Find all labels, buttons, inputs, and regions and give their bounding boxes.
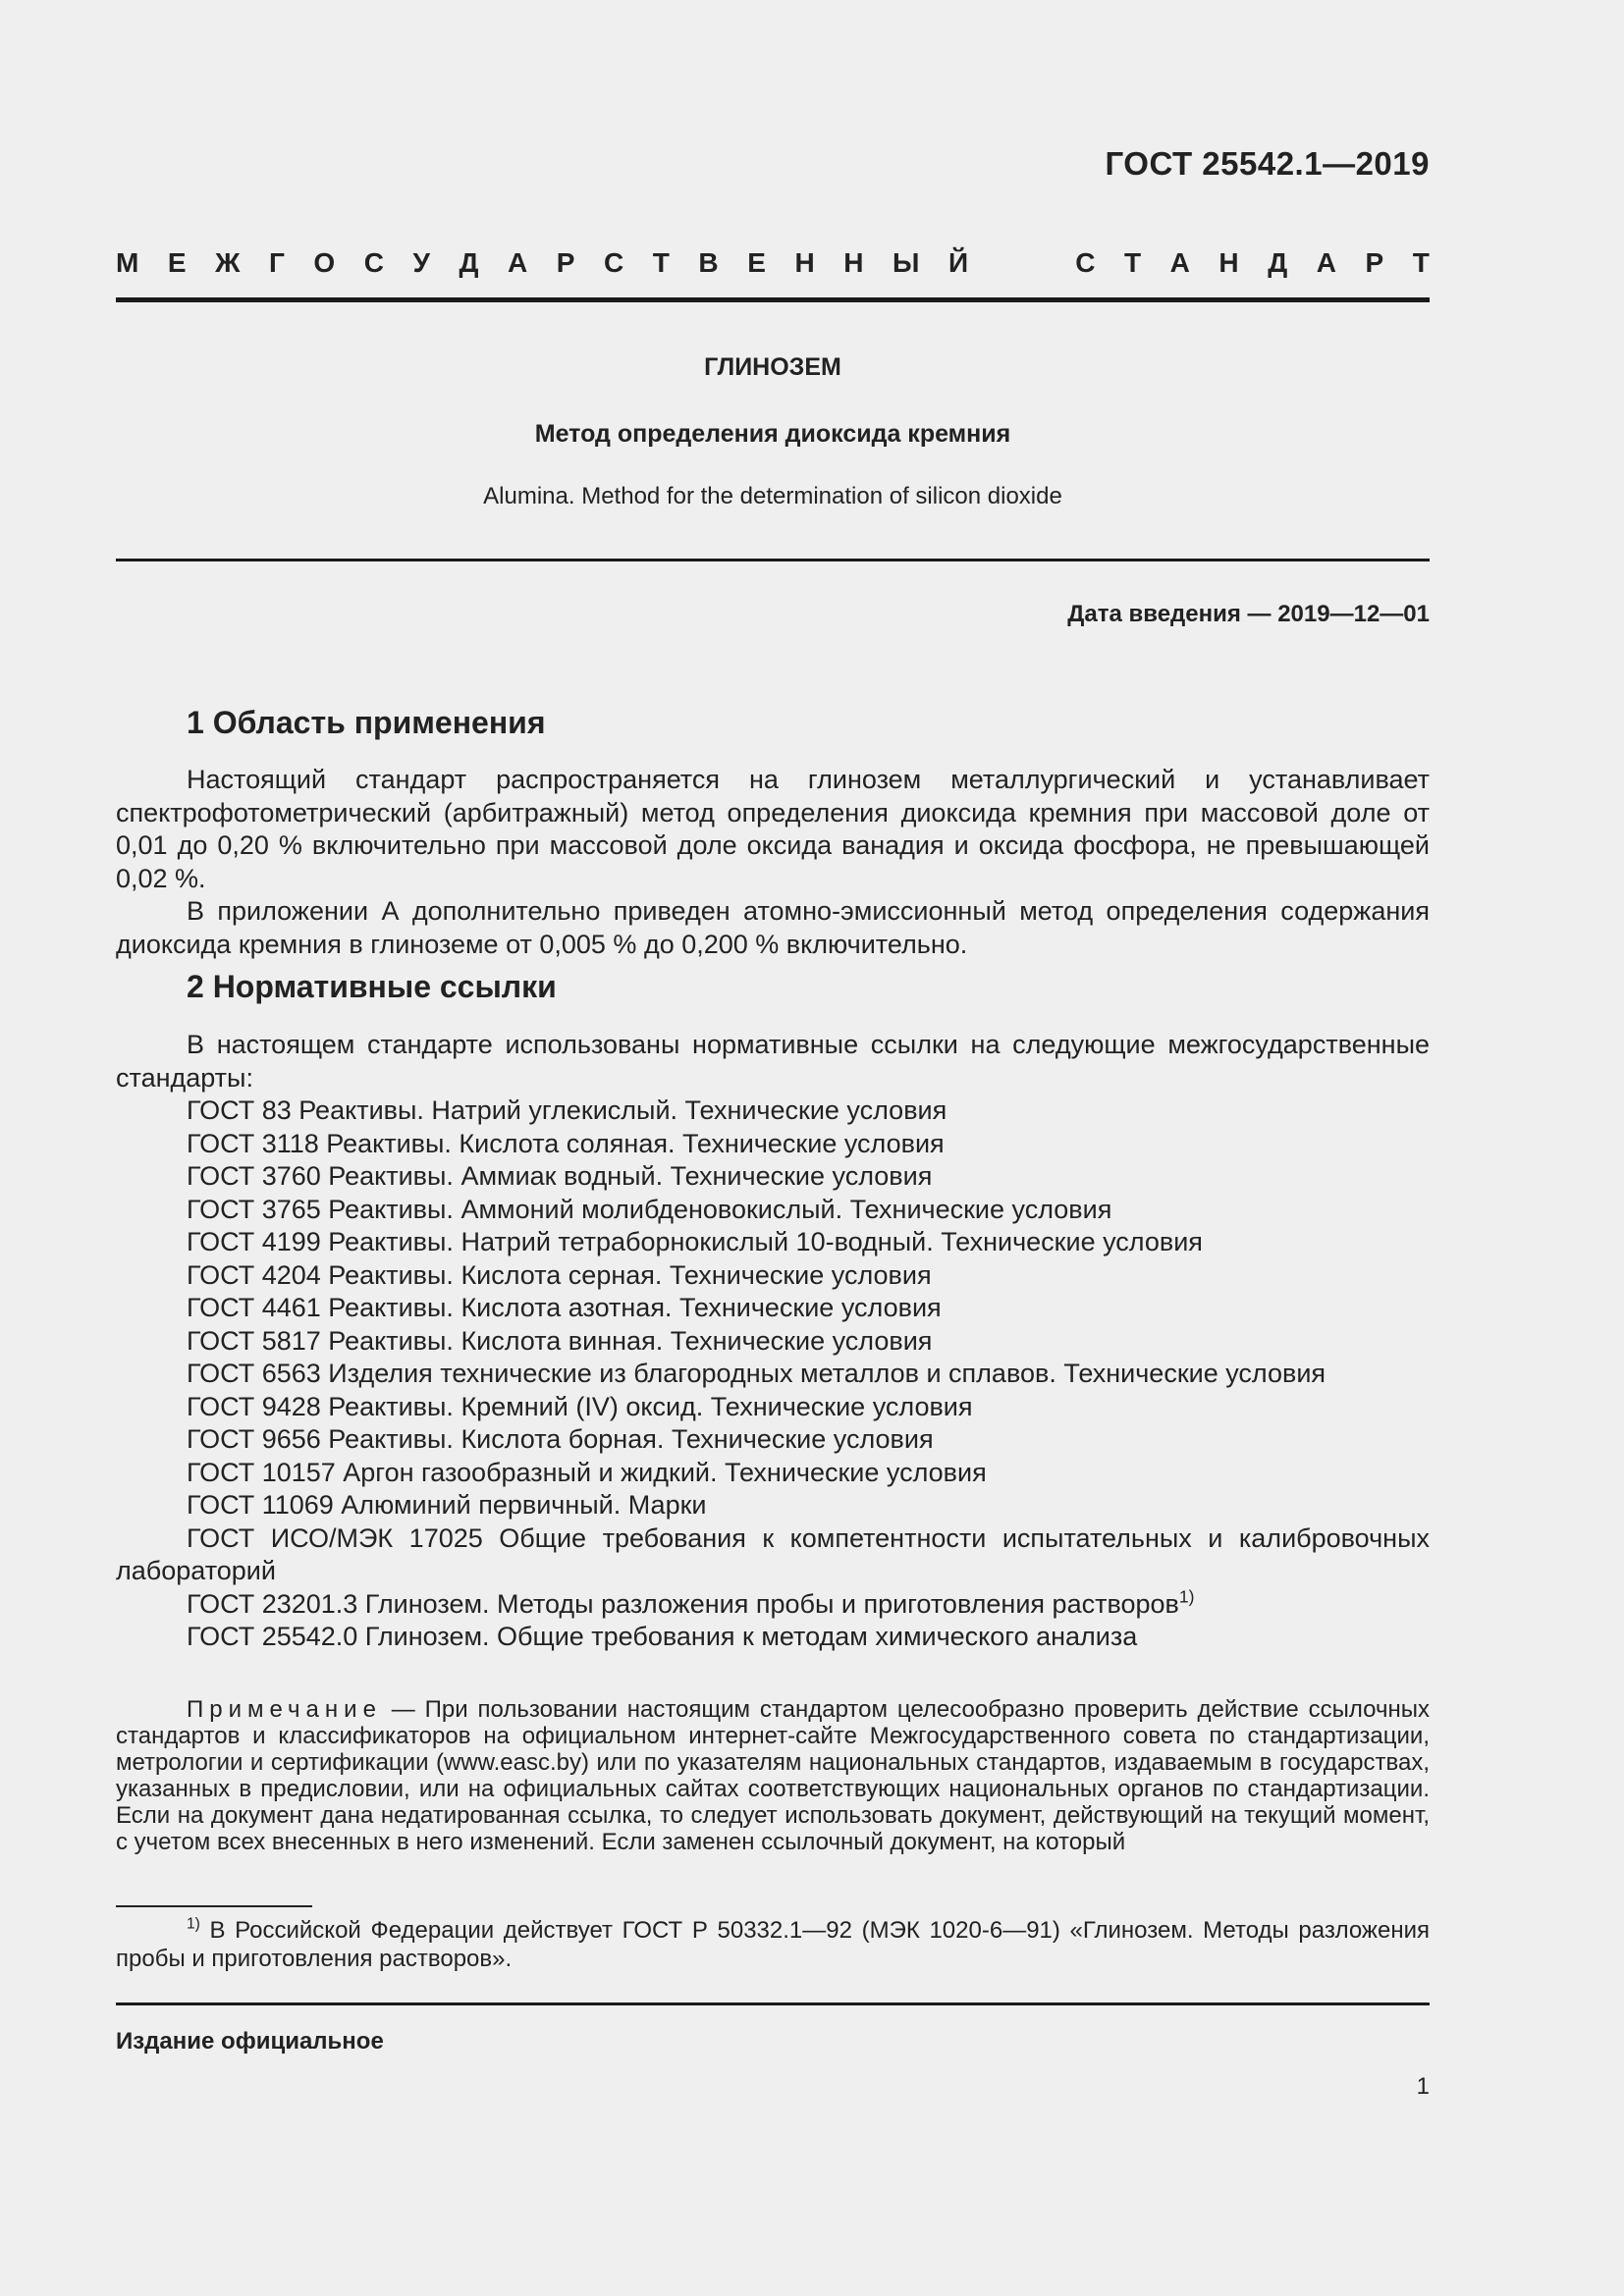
footer-divider: [116, 2002, 1430, 2005]
header-letter: С: [1075, 247, 1096, 278]
reference-item: ГОСТ 25542.0 Глинозем. Общие требования к методам химического анализа: [187, 1622, 1138, 1651]
header-letter: С: [603, 247, 624, 278]
header-letter: У: [412, 247, 430, 278]
header-letter: А: [1316, 247, 1336, 278]
footnote-mark: 1): [187, 1915, 200, 1933]
reference-item: ГОСТ 9428 Реактивы. Кремний (IV) оксид. Технические условия: [187, 1391, 973, 1421]
document-page: [116, 0, 1430, 2296]
section-2-body: [116, 1029, 1430, 1654]
header-letter: Н: [1218, 247, 1239, 278]
page-number: 1: [1416, 2073, 1430, 2100]
document-subtitle: Метод определения диоксида кремния: [534, 420, 1011, 448]
note-block: [116, 1696, 1430, 1855]
reference-item: ГОСТ 6563 Изделия технические из благородных металлов и сплавов. Технические условия: [187, 1359, 1326, 1388]
section-2-heading: 2 Нормативные ссылки: [187, 969, 557, 1004]
header-letter: Ы: [893, 247, 920, 278]
note-text: — При пользовании настоящим стандартом целесообразно проверить действие ссылочных стандартов и классификаторов на официальном интернет-сайте Межгосударственного совета по стандартизации, метрологии и сертификации (www.easc.by) или по указателям национальных стандартов, издаваемым в государствах, указанных в предисловии, или на официальных сайтах соответствующих национальных органов по стандартизации. Если на документ дана недатированная ссылка, то следует использовать документ, действующий на текущий момент, с учетом всех внесенных в него изменений. Если заменен ссылочный документ, на который: [116, 1696, 1430, 1855]
word-gap: [998, 247, 1047, 279]
header-letter: М: [116, 247, 139, 278]
header-letter: А: [507, 247, 528, 278]
reference-text: ГОСТ 23201.3 Глинозем. Методы разложения пробы и приготовления растворов: [187, 1588, 1179, 1619]
paragraph: В настоящем стандарте использованы нормативные ссылки на следующие межгосударственные стандарты:: [116, 1030, 1430, 1093]
reference-item: ГОСТ ИСО/МЭК 17025 Общие требования к компетентности испытательных и калибровочных лабораторий: [116, 1522, 1430, 1585]
section-1-heading: 1 Область применения: [187, 705, 546, 740]
header-letter: Е: [747, 247, 766, 278]
header-divider: [116, 297, 1430, 302]
header-letter: Н: [843, 247, 864, 278]
english-title: Alumina. Method for the determination of silicon dioxide: [483, 483, 1062, 509]
document-number: ГОСТ 25542.1—2019: [1105, 145, 1430, 182]
reference-item: ГОСТ 4199 Реактивы. Натрий тетраборнокислый 10-водный. Технические условия: [187, 1227, 1203, 1256]
header-letter: В: [698, 247, 719, 278]
header-letter: Т: [1412, 247, 1430, 278]
header-letter: Т: [652, 247, 670, 278]
document-title: ГЛИНОЗЕМ: [704, 353, 841, 381]
reference-item: ГОСТ 4204 Реактивы. Кислота серная. Технические условия: [187, 1259, 932, 1290]
reference-item: ГОСТ 3118 Реактивы. Кислота соляная. Технические условия: [187, 1128, 945, 1158]
header-letter: С: [363, 247, 384, 278]
reference-item: ГОСТ 5817 Реактивы. Кислота винная. Технические условия: [187, 1325, 933, 1356]
reference-item-with-footnote: [116, 1585, 1430, 1622]
header-letter: Е: [167, 247, 187, 278]
header-letter: Ж: [215, 247, 241, 278]
header-letter: Д: [1268, 247, 1288, 278]
section-1-body: [116, 764, 1430, 961]
header-letter: О: [313, 247, 336, 278]
reference-item: ГОСТ 10157 Аргон газообразный и жидкий. Технические условия: [187, 1457, 987, 1487]
reference-item: ГОСТ 9656 Реактивы. Кислота борная. Технические условия: [187, 1424, 934, 1454]
header-letter: Р: [556, 247, 575, 278]
reference-item: ГОСТ 11069 Алюминий первичный. Марки: [187, 1490, 707, 1520]
header-letter: Д: [459, 247, 479, 278]
footnote: [116, 1916, 1430, 1973]
reference-item: ГОСТ 3765 Реактивы. Аммоний молибденовокислый. Технические условия: [187, 1194, 1112, 1224]
reference-item: ГОСТ 4461 Реактивы. Кислота азотная. Технические условия: [187, 1293, 942, 1322]
title-divider: [116, 559, 1430, 561]
official-edition-label: Издание официальное: [116, 2028, 384, 2055]
footnote-reference-mark[interactable]: 1): [1178, 1585, 1195, 1606]
header-letter: Й: [947, 247, 969, 278]
header-letter: Н: [794, 247, 815, 278]
header-letter: Р: [1365, 247, 1384, 278]
footnote-separator: [116, 1905, 312, 1907]
reference-item: ГОСТ 83 Реактивы. Натрий углекислый. Технические условия: [187, 1095, 947, 1125]
footnote-text: В Российской Федерации действует ГОСТ Р 50332.1—92 (МЭК 1020-6—91) «Глинозем. Методы разложения пробы и приготовления растворов».: [116, 1917, 1430, 1972]
introduction-date: Дата введения — 2019—12—01: [1067, 601, 1430, 627]
paragraph: Настоящий стандарт распространяется на глинозем металлургический и устанавливает спектрофотометрический (арбитражный) метод определения диоксида кремния при массовой доле от 0,01 до 0,20 % включительно при массовой доле оксида ванадия и оксида фосфора, не превышающей 0,02 %.: [116, 765, 1430, 893]
header-letter: А: [1169, 247, 1190, 278]
header-letter: Г: [268, 247, 285, 278]
paragraph: В приложении А дополнительно приведен атомно-эмиссионный метод определения содержания диоксида кремния в глиноземе от 0,005 % до 0,200 % включительно.: [116, 896, 1430, 959]
reference-item: ГОСТ 3760 Реактивы. Аммиак водный. Технические условия: [187, 1161, 933, 1191]
interstate-standard-header: [116, 247, 1430, 279]
note-label: Примечание: [187, 1696, 382, 1723]
header-letter: Т: [1123, 247, 1142, 278]
